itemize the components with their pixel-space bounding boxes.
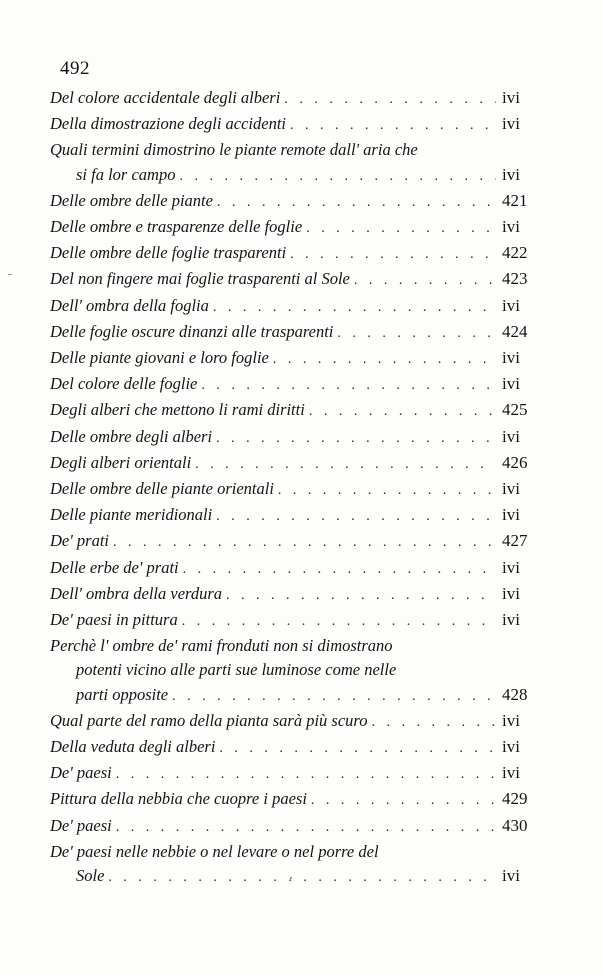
toc-entry-page: ivi <box>502 295 520 315</box>
toc-entry <box>50 761 542 787</box>
dot-leader <box>201 374 496 398</box>
toc-entry-line <box>50 840 542 864</box>
toc-entry-title: Delle ombre degli alberi <box>50 426 213 446</box>
toc-entry-page: 424 <box>502 321 528 341</box>
dot-leader <box>290 243 496 267</box>
toc-entry-title: De' prati <box>50 531 109 551</box>
toc-entry-title: De' paesi <box>50 815 112 835</box>
dot-leader <box>216 427 496 451</box>
toc-entry-title: Delle piante giovani e loro foglie <box>50 348 269 368</box>
dot-leader <box>116 816 496 840</box>
toc-entry-page: ivi <box>502 374 520 394</box>
toc-entry-title: Delle ombre delle piante orientali <box>50 479 274 499</box>
toc-entry-title: Della dimostrazione degli accidenti <box>50 114 287 134</box>
dot-leader <box>284 88 496 112</box>
toc-entry-line <box>50 346 542 372</box>
toc-entry <box>50 787 542 813</box>
toc-entry <box>50 86 542 112</box>
toc-entry <box>50 503 542 529</box>
toc-entry-title: Dell' ombra della foglia <box>50 295 209 315</box>
toc-entry-title: De' paesi in pittura <box>50 610 178 630</box>
toc-entry-page: ivi <box>502 866 520 886</box>
toc-entry <box>50 294 542 320</box>
toc-entry-page: ivi <box>502 710 520 730</box>
toc-entry <box>50 529 542 555</box>
dot-leader <box>116 763 496 787</box>
toc-entry <box>50 556 542 582</box>
toc-entry-title: Pittura della nebbia che cuopre i paesi <box>50 789 307 809</box>
toc-entry <box>50 241 542 267</box>
dot-leader <box>371 711 496 735</box>
toc-entry-title: potenti vicino alle parti sue luminose come nelle <box>76 660 397 680</box>
toc-entry-page: ivi <box>502 479 520 499</box>
toc-entry-line <box>50 683 542 709</box>
toc-entry-page: 421 <box>502 190 528 210</box>
toc-entry-page: 426 <box>502 452 528 472</box>
toc-entry-title: Sole <box>76 866 105 886</box>
toc-entry-line <box>50 787 542 813</box>
toc-entry-title: Della veduta degli alberi <box>50 737 216 757</box>
dot-leader <box>108 866 496 890</box>
toc-entry <box>50 477 542 503</box>
toc-entry-title: Delle ombre e trasparenze delle foglie <box>50 217 303 237</box>
dot-leader <box>337 322 496 346</box>
toc-entry-line <box>50 451 542 477</box>
toc-entry-line <box>50 398 542 424</box>
toc-entry <box>50 320 542 346</box>
margin-mark <box>290 877 292 879</box>
toc-entry-title: Degli alberi che mettono li rami diritti <box>50 400 305 420</box>
toc-entry-page: ivi <box>502 114 520 134</box>
toc-entry-line <box>50 709 542 735</box>
toc-entry-page: 423 <box>502 269 528 289</box>
toc-entry <box>50 138 542 188</box>
toc-entry-line <box>50 761 542 787</box>
toc-entry-title: De' paesi nelle nebbie o nel levare o nel porre del <box>50 841 379 861</box>
toc-entry-line <box>50 556 542 582</box>
dot-leader <box>309 400 496 424</box>
toc-entry-line <box>50 215 542 241</box>
toc-entry-page: ivi <box>502 426 520 446</box>
toc-entry-title: Del colore delle foglie <box>50 374 198 394</box>
toc-entry-page: ivi <box>502 610 520 630</box>
dot-leader <box>311 789 496 813</box>
toc-entry <box>50 189 542 215</box>
toc-entry-line <box>50 163 542 189</box>
toc-entry <box>50 372 542 398</box>
dot-leader <box>172 685 496 709</box>
toc-entry-title: si fa lor campo <box>76 164 176 184</box>
toc-entry-title: Perchè l' ombre de' rami fronduti non si dimostrano <box>50 636 393 656</box>
toc-entry-title: Qual parte del ramo della pianta sarà più scuro <box>50 710 368 730</box>
toc-entry-line <box>50 241 542 267</box>
toc-entry <box>50 215 542 241</box>
dot-leader <box>354 269 496 293</box>
toc-entry-page: ivi <box>502 557 520 577</box>
toc-entry <box>50 735 542 761</box>
toc-entry <box>50 267 542 293</box>
toc-entry-line <box>50 189 542 215</box>
toc-entry-line <box>50 735 542 761</box>
toc-entry <box>50 425 542 451</box>
dot-leader <box>278 479 496 503</box>
toc-entry-line <box>50 814 542 840</box>
toc-entry <box>50 112 542 138</box>
toc-entry-title: Delle ombre delle foglie trasparenti <box>50 243 287 263</box>
toc-entry <box>50 346 542 372</box>
toc-entry-line <box>50 608 542 634</box>
dot-leader <box>113 531 496 555</box>
toc-entry-page: 422 <box>502 243 528 263</box>
toc-entry-line <box>50 864 542 890</box>
dot-leader <box>183 558 496 582</box>
toc-entry <box>50 398 542 424</box>
toc-entry-line <box>50 582 542 608</box>
dot-leader <box>290 114 496 138</box>
toc-entry <box>50 840 542 890</box>
toc-entry-page: ivi <box>502 583 520 603</box>
toc-entry-line <box>50 658 542 682</box>
toc-entry-title: Del non fingere mai foglie trasparenti al Sole <box>50 269 350 289</box>
toc-entry-page: 430 <box>502 815 528 835</box>
toc-entry-title: Delle piante meridionali <box>50 505 213 525</box>
table-of-contents <box>50 86 542 890</box>
toc-entry-page: 427 <box>502 531 528 551</box>
toc-entry-title: Delle foglie oscure dinanzi alle trasparenti <box>50 321 334 341</box>
toc-entry-page: 428 <box>502 684 528 704</box>
toc-entry-line <box>50 477 542 503</box>
dot-leader <box>216 505 496 529</box>
toc-entry <box>50 814 542 840</box>
toc-entry-title: Dell' ombra della verdura <box>50 583 223 603</box>
dot-leader <box>217 191 496 215</box>
toc-entry <box>50 709 542 735</box>
toc-entry-page: 425 <box>502 400 528 420</box>
toc-entry-page: ivi <box>502 217 520 237</box>
dot-leader <box>213 296 496 320</box>
toc-entry <box>50 451 542 477</box>
toc-entry-title: Degli alberi orientali <box>50 452 192 472</box>
toc-entry-page: ivi <box>502 348 520 368</box>
toc-entry-page: ivi <box>502 763 520 783</box>
toc-entry-line <box>50 112 542 138</box>
toc-entry-title: Del colore accidentale degli alberi <box>50 88 281 107</box>
toc-entry-line <box>50 529 542 555</box>
toc-entry-line <box>50 294 542 320</box>
dot-leader <box>219 737 496 761</box>
toc-entry-title: Delle erbe de' prati <box>50 557 179 577</box>
page-number: 492 <box>60 58 90 79</box>
toc-entry <box>50 608 542 634</box>
toc-entry-page: ivi <box>502 88 520 107</box>
dot-leader <box>306 217 496 241</box>
toc-entry-line <box>50 425 542 451</box>
toc-entry-line <box>50 267 542 293</box>
toc-entry-line <box>50 634 542 658</box>
margin-mark <box>8 274 12 275</box>
toc-entry-line <box>50 138 542 162</box>
toc-entry-line <box>50 503 542 529</box>
toc-entry-page: 429 <box>502 789 528 809</box>
dot-leader <box>179 165 496 189</box>
toc-entry-title: De' paesi <box>50 763 112 783</box>
dot-leader <box>195 453 496 477</box>
toc-entry-title: Quali termini dimostrino le piante remote dall' aria che <box>50 140 418 160</box>
dot-leader <box>226 584 496 608</box>
toc-entry <box>50 582 542 608</box>
toc-entry-page: ivi <box>502 737 520 757</box>
toc-entry-line <box>50 86 542 112</box>
toc-entry-title: parti opposite <box>76 684 169 704</box>
toc-entry-page: ivi <box>502 164 520 184</box>
toc-entry-page: ivi <box>502 505 520 525</box>
toc-entry-title: Delle ombre delle piante <box>50 190 213 210</box>
toc-entry-line <box>50 320 542 346</box>
dot-leader <box>273 348 496 372</box>
toc-entry-line <box>50 372 542 398</box>
toc-entry <box>50 634 542 709</box>
dot-leader <box>182 610 496 634</box>
